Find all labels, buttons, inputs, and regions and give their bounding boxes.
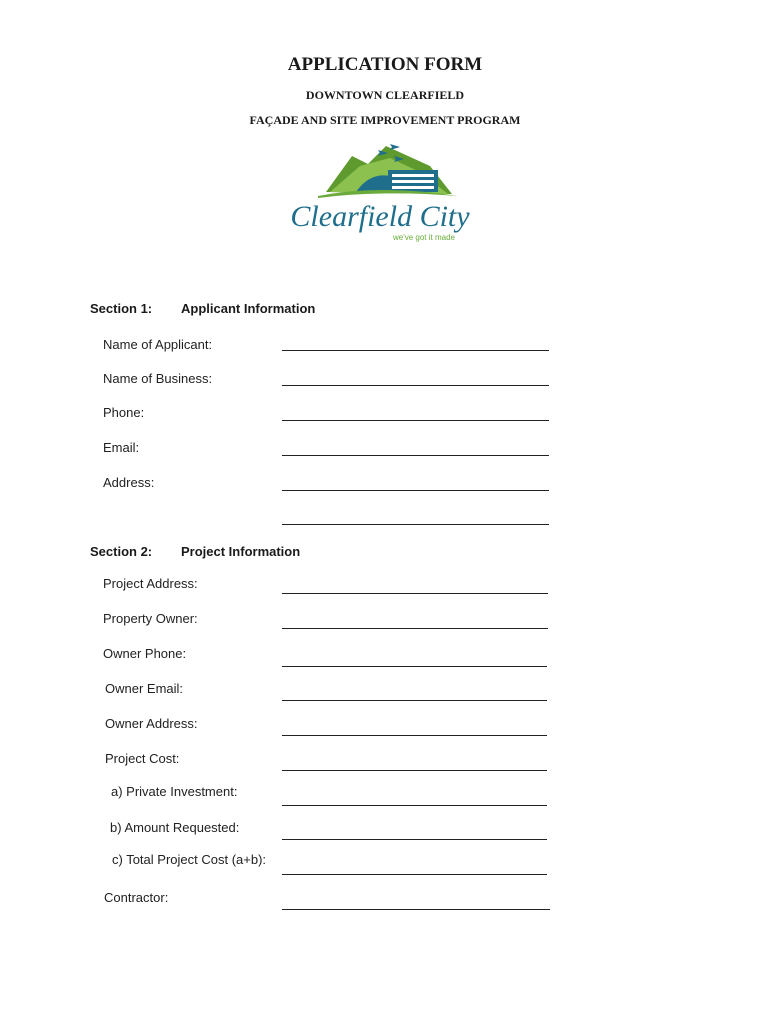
form-subtitle-location: DOWNTOWN CLEARFIELD <box>305 88 465 102</box>
property-owner-label: Property Owner: <box>103 611 198 626</box>
owner-address-field[interactable] <box>282 735 547 736</box>
address-field-line-1[interactable] <box>282 490 549 491</box>
section-2-number: Section 2: <box>90 544 153 559</box>
contractor-label: Contractor: <box>104 890 169 905</box>
clearfield-city-logo <box>290 136 470 244</box>
owner-address-label: Owner Address: <box>105 716 198 731</box>
logo-wordmark: Clearfield City <box>290 200 470 233</box>
section-1-title: Applicant Information <box>181 301 316 316</box>
address-field-line-2[interactable] <box>282 524 549 525</box>
business-name-label: Name of Business: <box>103 371 213 386</box>
logo-tagline: we've got it made <box>392 233 456 242</box>
project-address-field[interactable] <box>282 593 548 594</box>
amount-requested-label: b) Amount Requested: <box>110 820 240 835</box>
owner-email-label: Owner Email: <box>105 681 184 696</box>
email-label: Email: <box>103 440 140 455</box>
applicant-name-field[interactable] <box>282 350 549 351</box>
business-name-field[interactable] <box>282 385 549 386</box>
project-address-label: Project Address: <box>103 576 198 591</box>
section-2-title: Project Information <box>181 544 301 559</box>
phone-field[interactable] <box>282 420 549 421</box>
contractor-field[interactable] <box>282 909 550 910</box>
private-investment-field[interactable] <box>282 805 547 806</box>
project-cost-field[interactable] <box>282 770 547 771</box>
form-title: APPLICATION FORM <box>287 54 483 75</box>
address-label: Address: <box>103 475 155 490</box>
applicant-name-label: Name of Applicant: <box>103 337 213 352</box>
project-cost-label: Project Cost: <box>105 751 180 766</box>
email-field[interactable] <box>282 455 549 456</box>
property-owner-field[interactable] <box>282 628 548 629</box>
total-cost-field[interactable] <box>282 874 547 875</box>
owner-phone-label: Owner Phone: <box>103 646 187 661</box>
total-cost-label: c) Total Project Cost (a+b): <box>112 852 267 867</box>
owner-phone-field[interactable] <box>282 666 547 667</box>
section-1-number: Section 1: <box>90 301 153 316</box>
phone-label: Phone: <box>103 405 145 420</box>
owner-email-field[interactable] <box>282 700 547 701</box>
private-investment-label: a) Private Investment: <box>111 784 238 799</box>
amount-requested-field[interactable] <box>282 839 547 840</box>
form-subtitle-program: FAÇADE AND SITE IMPROVEMENT PROGRAM <box>249 113 521 127</box>
